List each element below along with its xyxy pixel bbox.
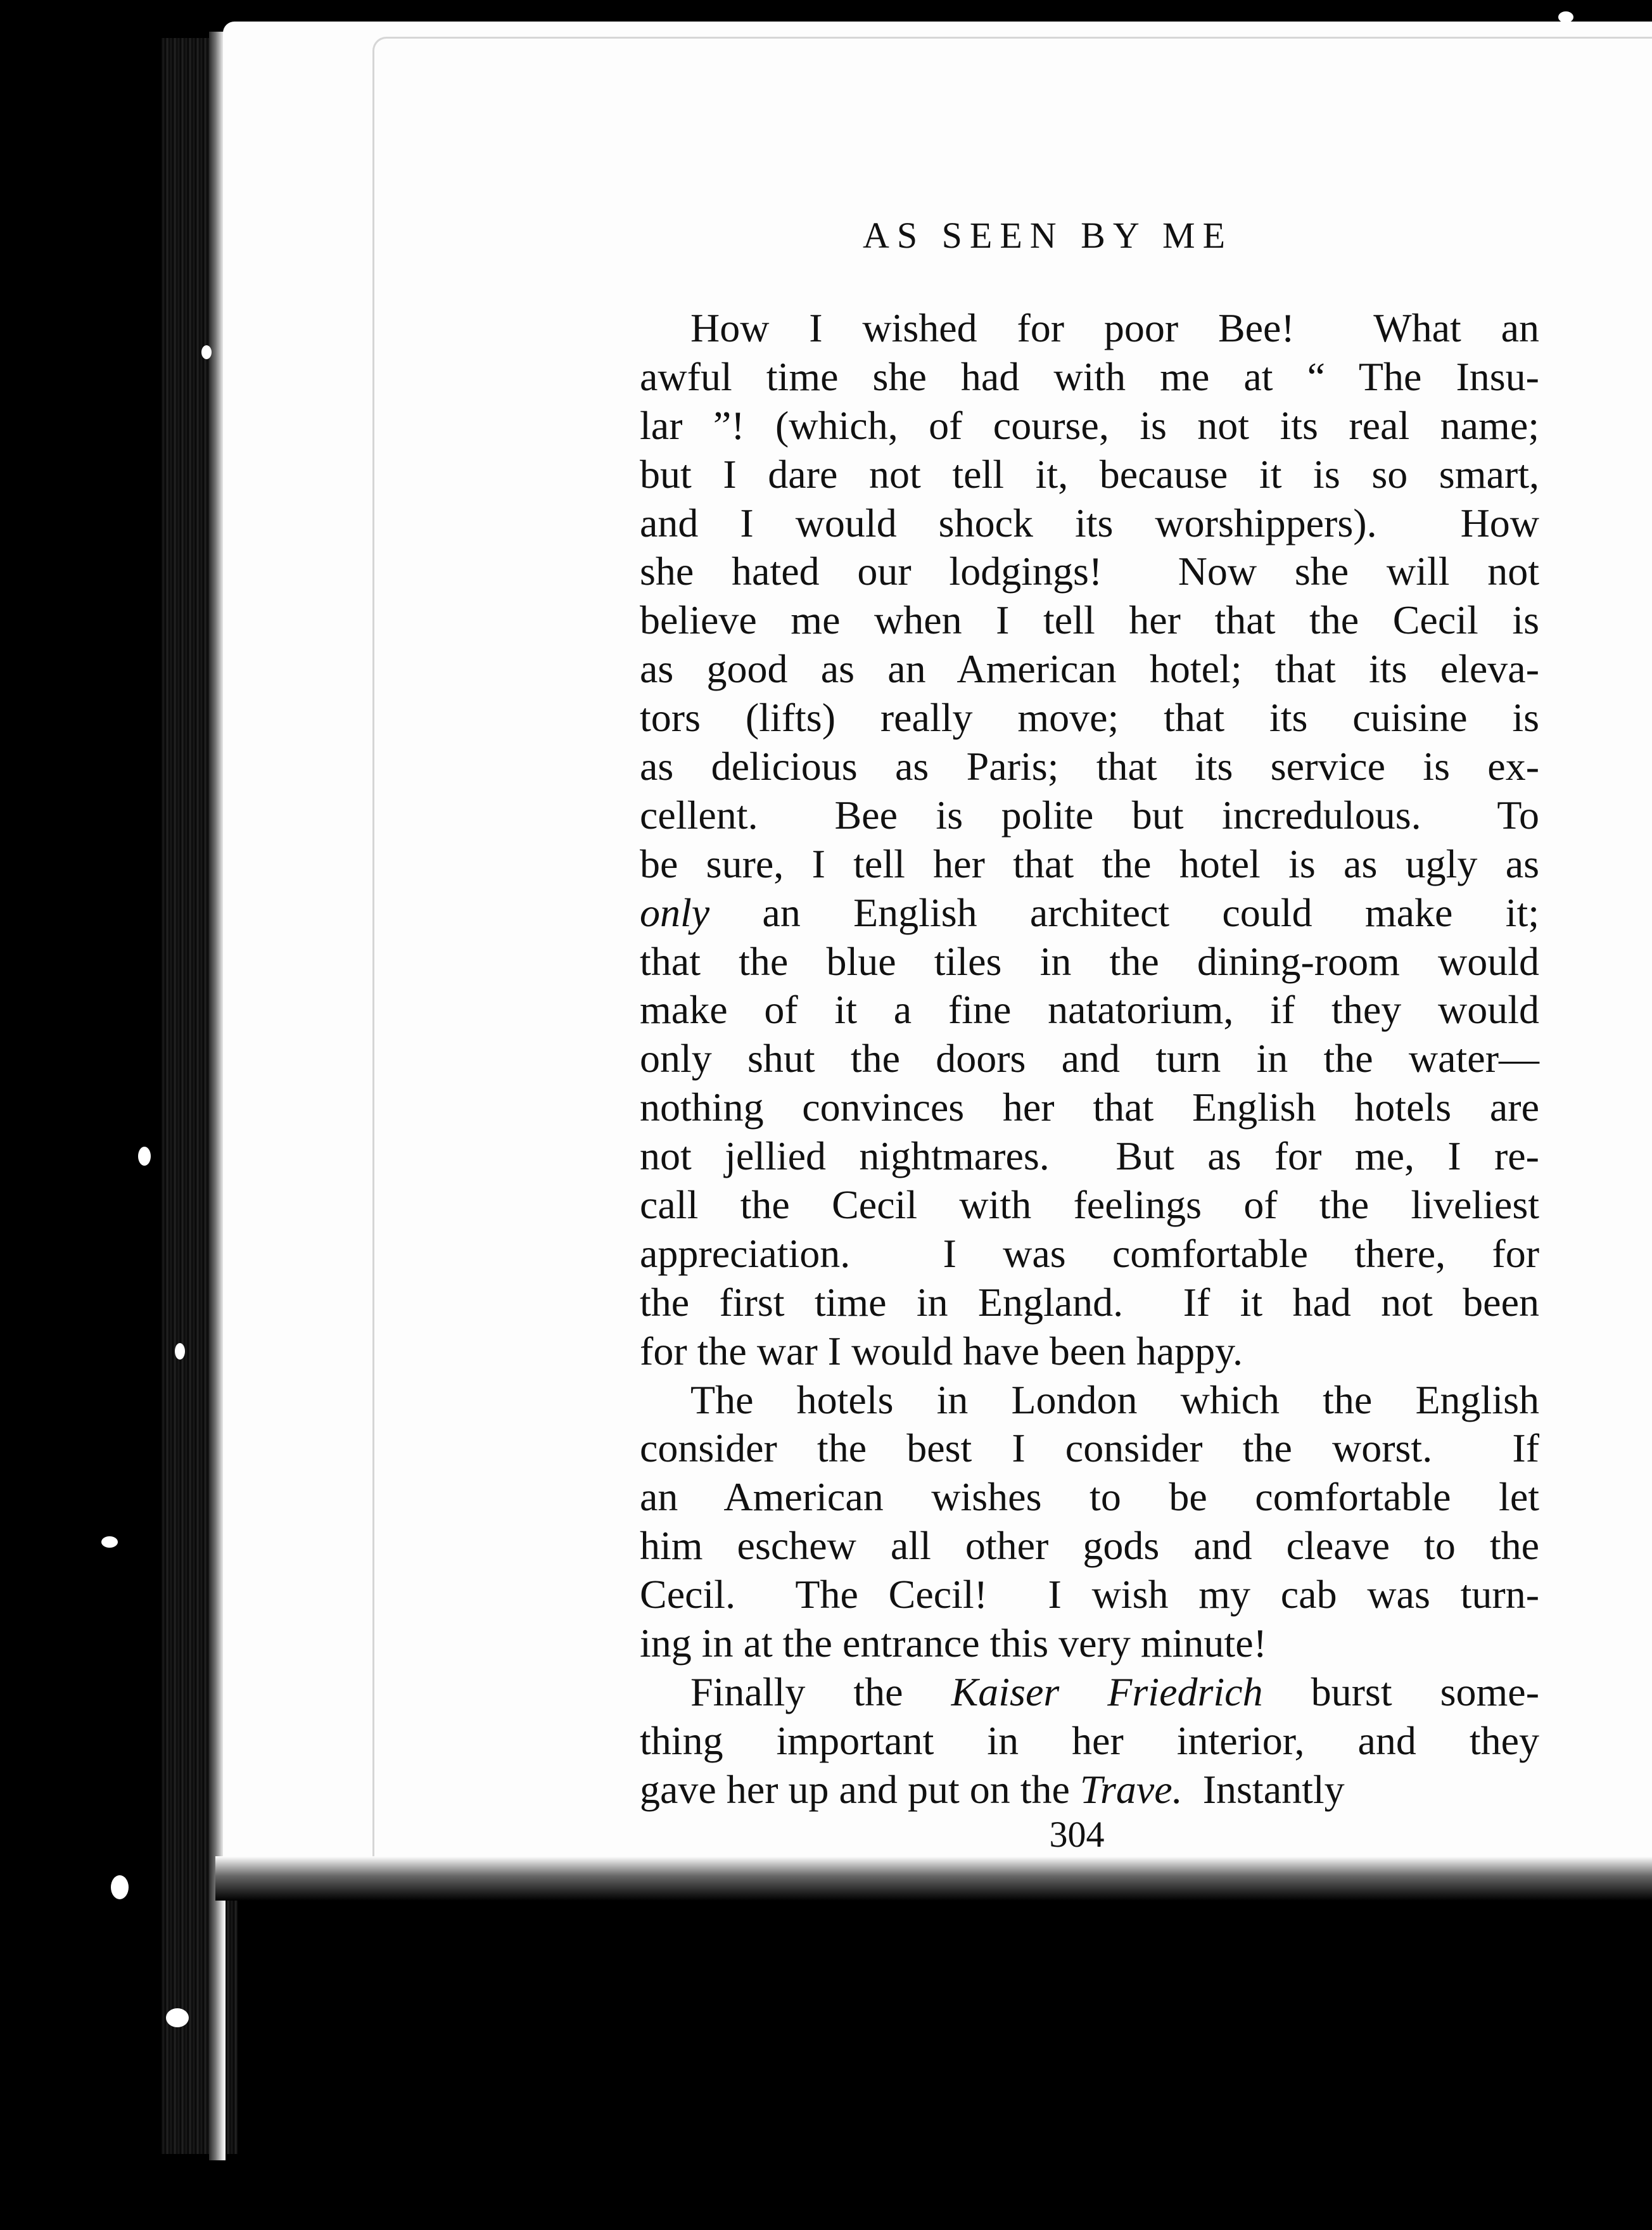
text-segment: and I would shock its worshippers). How xyxy=(640,500,1539,545)
text-segment: as delicious as Paris; that its service is ex- xyxy=(640,744,1539,789)
text-line xyxy=(640,450,1539,499)
text-segment: an English architect could make it; xyxy=(709,889,1539,935)
text-segment: lar ”! (which, of course, is not its real name; xyxy=(640,402,1539,448)
scan-speck xyxy=(111,1875,129,1899)
text-line xyxy=(640,547,1539,596)
text-segment: she hated our lodgings! Now she will not xyxy=(640,549,1539,594)
text-segment: the first time in England. If it had not been xyxy=(640,1279,1539,1325)
text-segment: gave her up and put on the xyxy=(640,1766,1080,1812)
text-segment: tors (lifts) really move; that its cuisine is xyxy=(640,695,1539,741)
text-line xyxy=(640,1035,1539,1083)
text-line xyxy=(640,1132,1539,1181)
text-segment: thing important in her interior, and they xyxy=(640,1717,1539,1763)
text-segment: How I wished for poor Bee! What an xyxy=(690,305,1539,350)
text-segment: Instantly xyxy=(1182,1766,1345,1812)
text-segment: ing in at the entrance this very minute! xyxy=(640,1621,1267,1666)
scan-speck xyxy=(175,1343,185,1360)
text-line xyxy=(640,353,1539,402)
text-line xyxy=(640,1522,1539,1571)
text-segment: but I dare not tell it, because it is so smart, xyxy=(640,451,1539,497)
text-segment: call the Cecil with feelings of the liveliest xyxy=(640,1182,1539,1228)
scan-speck xyxy=(201,345,212,359)
text-line xyxy=(640,938,1539,986)
text-line xyxy=(640,402,1539,450)
text-segment: as good as an American hotel; that its eleva- xyxy=(640,646,1539,692)
italic-text: only xyxy=(640,889,710,935)
text-segment: awful time she had with me at “ The Insu- xyxy=(640,354,1539,399)
text-segment: for the war I would have been happy. xyxy=(640,1328,1243,1373)
text-line xyxy=(640,304,1539,353)
italic-text: Kaiser Friedrich xyxy=(951,1669,1263,1714)
text-segment: an American wishes to be comfortable let xyxy=(640,1474,1539,1520)
text-segment: be sure, I tell her that the hotel is as ugly as xyxy=(640,841,1539,886)
text-segment: make of it a fine natatorium, if they would xyxy=(640,987,1539,1033)
text-line xyxy=(640,1717,1539,1766)
italic-text: Trave. xyxy=(1079,1766,1183,1812)
text-segment: cellent. Bee is polite but incredulous. To xyxy=(640,792,1539,838)
text-segment: nothing convinces her that English hotels are xyxy=(640,1085,1539,1130)
text-line xyxy=(640,1083,1539,1132)
text-segment: that the blue tiles in the dining-room would xyxy=(640,938,1539,984)
text-segment: Cecil. The Cecil! I wish my cab was turn- xyxy=(640,1572,1539,1617)
text-line xyxy=(640,742,1539,791)
text-segment: burst some- xyxy=(1262,1669,1540,1714)
text-line xyxy=(640,1327,1539,1376)
text-segment: him eschew all other gods and cleave to the xyxy=(640,1523,1539,1569)
text-segment: believe me when I tell her that the Cecil is xyxy=(640,597,1539,643)
scan-speck xyxy=(138,1147,151,1166)
text-line xyxy=(640,1376,1539,1425)
text-line xyxy=(640,791,1539,840)
page-bottom-shadow xyxy=(215,1856,1652,1901)
text-segment: not jellied nightmares. But as for me, I re- xyxy=(640,1133,1539,1179)
body-text xyxy=(640,304,1539,1814)
text-line xyxy=(640,1619,1539,1668)
text-line xyxy=(640,1181,1539,1230)
text-line xyxy=(640,1668,1539,1717)
text-line xyxy=(640,1473,1539,1522)
text-line xyxy=(640,986,1539,1035)
text-segment: The hotels in London which the English xyxy=(690,1377,1539,1422)
text-segment: consider the best I consider the worst. If xyxy=(640,1425,1539,1471)
scan-speck xyxy=(101,1536,118,1548)
page-number: 304 xyxy=(1049,1814,1105,1855)
text-segment: only shut the doors and turn in the water— xyxy=(640,1036,1539,1081)
text-line xyxy=(640,1571,1539,1619)
running-head: AS SEEN BY ME xyxy=(863,215,1233,256)
text-line xyxy=(640,694,1539,742)
text-line xyxy=(640,840,1539,889)
text-line xyxy=(640,1230,1539,1278)
text-line xyxy=(640,889,1539,938)
text-line xyxy=(640,499,1539,548)
text-line xyxy=(640,1424,1539,1473)
text-line xyxy=(640,645,1539,694)
scan-speck xyxy=(166,2008,189,2027)
text-line xyxy=(640,1278,1539,1327)
text-line xyxy=(640,596,1539,645)
text-segment: Finally the xyxy=(690,1669,951,1714)
text-segment: appreciation. I was comfortable there, for xyxy=(640,1230,1539,1276)
text-line xyxy=(640,1766,1539,1814)
